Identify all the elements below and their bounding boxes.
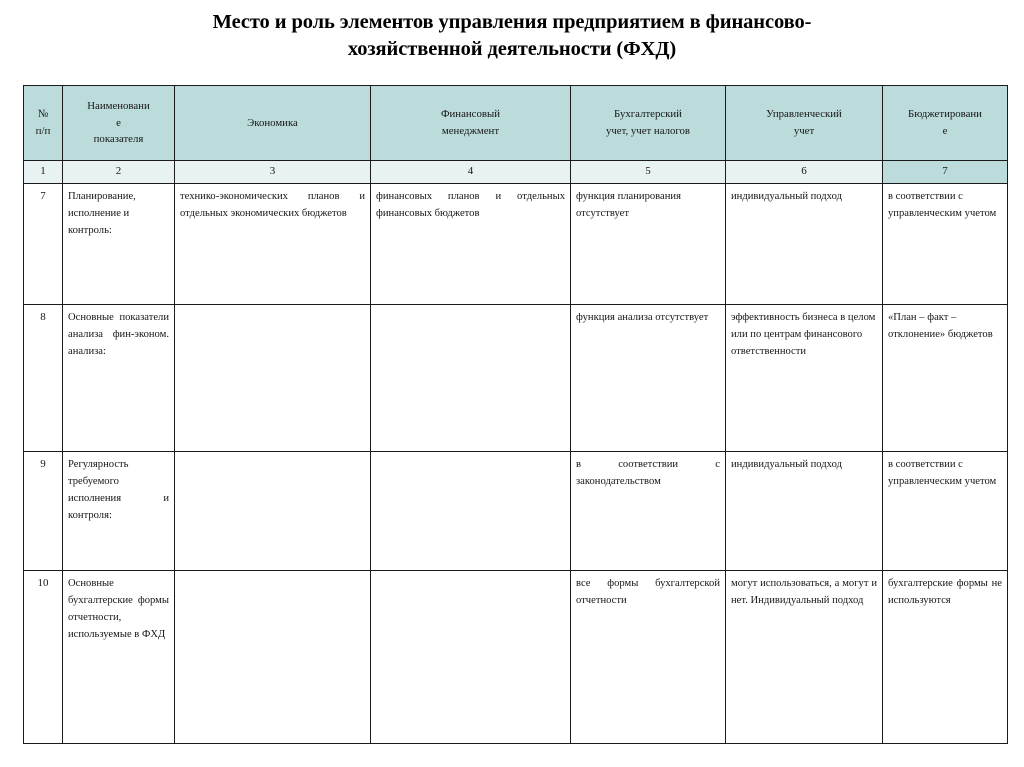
cell-management-accounting-9-text: индивидуальный подход <box>731 459 842 470</box>
table-row <box>24 184 1008 305</box>
column-number-3: 3 <box>175 161 371 184</box>
cell-financial-management-8 <box>371 305 571 452</box>
cell-budgeting-9-text: в соответствии с управленческим учетом <box>888 459 997 488</box>
cell-economics-7 <box>175 184 371 305</box>
cell-budgeting-8-text: «План – факт – отклонение» бюджетов <box>888 312 993 341</box>
column-header-accounting <box>571 86 726 161</box>
cell-management-accounting-8 <box>726 305 883 452</box>
column-header-economics-label: Экономика <box>247 116 298 129</box>
row-label-10-text: Основные бухгалтерские формы отчетности, используемые в ФХД <box>68 578 169 641</box>
column-header-indicator-name <box>63 86 175 161</box>
cell-budgeting-10 <box>883 571 1008 744</box>
column-header-management-accounting-line-1: Управленческий <box>766 108 842 121</box>
cell-management-accounting-7-text: индивидуальный подход <box>731 191 842 202</box>
column-header-number-line-1: № <box>37 107 49 120</box>
column-header-economics <box>175 86 371 161</box>
cell-management-accounting-8-text: эффективность бизнеса в целом или по центрам финансового ответственности <box>731 312 876 358</box>
table-row <box>24 571 1008 744</box>
table-container <box>23 85 1007 744</box>
row-label-10 <box>63 571 175 744</box>
column-header-number <box>24 86 63 161</box>
column-header-budgeting-line-1: Бюджетировани <box>908 108 982 121</box>
column-header-indicator-name-line-1: Наименовани <box>87 99 150 112</box>
cell-accounting-7 <box>571 184 726 305</box>
cell-economics-7-text: технико-экономических планов и отдельных экономических бюджетов <box>180 191 365 220</box>
row-number-9: 9 <box>24 452 63 571</box>
column-header-budgeting <box>883 86 1008 161</box>
column-header-number-line-2: п/п <box>35 125 51 137</box>
column-header-financial-management <box>371 86 571 161</box>
cell-budgeting-9 <box>883 452 1008 571</box>
row-number-8: 8 <box>24 305 63 452</box>
column-header-financial-management-line-2: менеджмент <box>441 125 500 137</box>
column-number-7: 7 <box>883 161 1008 184</box>
cell-economics-10 <box>175 571 371 744</box>
cell-management-accounting-7 <box>726 184 883 305</box>
column-header-budgeting-line-2: е <box>942 125 948 137</box>
column-header-indicator-name-line-2: е <box>116 116 121 129</box>
page-title-line-1: Место и роль элементов управления предприятием в финансово- <box>212 11 812 33</box>
cell-accounting-7-text: функция планирования отсутствует <box>576 191 681 220</box>
cell-economics-8 <box>175 305 371 452</box>
cell-accounting-8-text: функция анализа отсутствует <box>576 312 709 323</box>
column-header-management-accounting-line-2: учет <box>793 125 815 137</box>
column-header-management-accounting <box>726 86 883 161</box>
cell-budgeting-7 <box>883 184 1008 305</box>
row-number-7: 7 <box>24 184 63 305</box>
cell-accounting-10-text: все формы бухгалтерской отчетности <box>576 578 720 607</box>
cell-management-accounting-10 <box>726 571 883 744</box>
row-label-9-text: Регулярность требуемого исполнения и контроля: <box>68 459 169 522</box>
row-label-8-text: Основные показатели анализа фин-эконом. анализа: <box>68 312 169 358</box>
cell-budgeting-7-text: в соответствии с управленческим учетом <box>888 191 997 220</box>
row-label-9 <box>63 452 175 571</box>
column-header-accounting-line-2: учет, учет налогов <box>605 125 691 137</box>
cell-financial-management-9 <box>371 452 571 571</box>
column-number-1: 1 <box>24 161 63 184</box>
cell-economics-9 <box>175 452 371 571</box>
page-title-line-2: хозяйственной деятельности (ФХД) <box>347 38 677 61</box>
fhd-management-elements-table <box>23 85 1008 744</box>
table-row <box>24 305 1008 452</box>
column-number-2: 2 <box>63 161 175 184</box>
cell-management-accounting-9 <box>726 452 883 571</box>
cell-financial-management-7 <box>371 184 571 305</box>
column-number-6: 6 <box>726 161 883 184</box>
table-column-number-row <box>24 161 1008 184</box>
cell-accounting-10 <box>571 571 726 744</box>
cell-budgeting-10-text: бухгалтерские формы не используются <box>888 578 1002 607</box>
row-label-7 <box>63 184 175 305</box>
row-number-10: 10 <box>24 571 63 744</box>
column-number-5: 5 <box>571 161 726 184</box>
cell-financial-management-7-text: финансовых планов и отдельных финансовых бюджетов <box>376 191 565 220</box>
column-header-financial-management-line-1: Финансовый <box>441 108 500 121</box>
cell-accounting-8 <box>571 305 726 452</box>
cell-accounting-9-text: в соответствии с законодательством <box>576 459 720 488</box>
page-title <box>81 0 943 64</box>
table-header-row <box>24 86 1008 161</box>
column-header-accounting-line-1: Бухгалтерский <box>614 108 682 121</box>
column-header-indicator-name-line-3: показателя <box>93 133 144 146</box>
cell-management-accounting-10-text: могут использоваться, а могут и нет. Индивидуальный подход <box>731 578 877 607</box>
cell-budgeting-8 <box>883 305 1008 452</box>
row-label-7-text: Планирование, исполнение и контроль: <box>68 191 136 237</box>
row-label-8 <box>63 305 175 452</box>
table-row <box>24 452 1008 571</box>
cell-accounting-9 <box>571 452 726 571</box>
column-number-4: 4 <box>371 161 571 184</box>
cell-financial-management-10 <box>371 571 571 744</box>
